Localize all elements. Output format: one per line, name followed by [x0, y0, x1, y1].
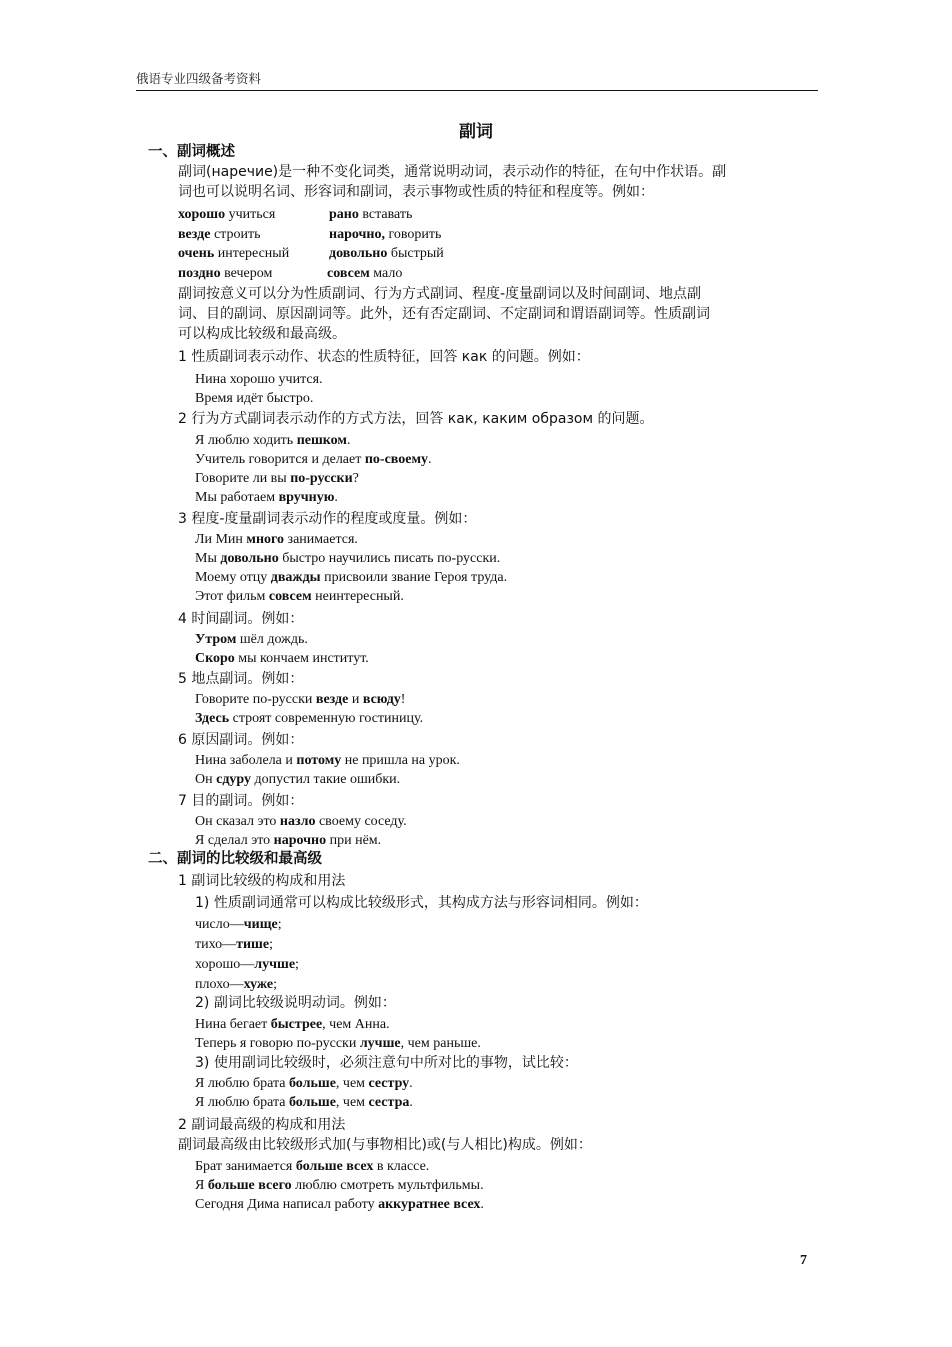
text-line-m1c	[195, 936, 273, 954]
text-line-n4	[178, 610, 303, 628]
text-run: Мы работаем	[195, 490, 279, 505]
text-run: быстро научились писать по-русски.	[278, 551, 501, 566]
text-run: не пришла на урок.	[341, 753, 460, 768]
section-heading-2: 二、副词的比较级和最高级	[148, 851, 322, 867]
bold-word: хуже	[243, 977, 274, 992]
text-line-m2d	[195, 1196, 484, 1214]
text-line-m1f	[195, 994, 396, 1012]
text-line-m1j	[195, 1075, 413, 1093]
text-line-e1a	[178, 206, 275, 224]
text-run: Говорите ли вы	[195, 471, 291, 486]
text-run: Сегодня Дима написал работу	[195, 1197, 379, 1212]
text-line-n2	[178, 410, 654, 428]
text-run: 3 程度-度量副词表示动作的程度或度量。例如：	[178, 511, 477, 527]
text-line-m1d	[195, 956, 299, 974]
text-run: ;	[295, 957, 299, 972]
text-run: .	[409, 1076, 413, 1091]
text-run: , чем раньше.	[400, 1036, 481, 1051]
bold-word: лучше	[254, 957, 296, 972]
text-line-m1i	[195, 1054, 578, 1072]
text-line-n4a	[195, 631, 308, 649]
text-line-m1b	[195, 916, 282, 934]
bold-word: назло	[279, 814, 316, 829]
text-line-l5	[178, 325, 346, 343]
bold-word: везде	[315, 692, 349, 707]
text-run: мы кончаем институт.	[234, 651, 369, 666]
text-line-m1g	[195, 1016, 390, 1034]
bold-word: потому	[296, 753, 342, 768]
bold-word: сестра	[368, 1095, 410, 1110]
text-run: вечером	[220, 266, 273, 281]
bold-word: чище	[243, 917, 278, 932]
text-line-m2b	[195, 1158, 429, 1176]
text-run: 词也可以说明名词、形容词和副词，表示事物或性质的特征和程度等。例如：	[178, 184, 654, 200]
bold-word: быстрее	[270, 1017, 323, 1032]
text-line-n6b	[195, 771, 400, 789]
bold-word: совсем	[268, 589, 312, 604]
text-run: Этот фильм	[195, 589, 269, 604]
text-run: учиться	[225, 207, 276, 222]
text-run: Мы	[195, 551, 221, 566]
text-line-n2a	[195, 432, 350, 450]
text-line-e4b	[327, 265, 402, 283]
text-line-n6	[178, 731, 303, 749]
bold-word: поздно	[178, 266, 221, 281]
text-line-l4	[178, 305, 710, 323]
text-run: тихо—	[195, 937, 237, 952]
text-line-n3	[178, 510, 476, 528]
text-line-m1h	[195, 1035, 481, 1053]
text-run: шёл дождь.	[236, 632, 308, 647]
text-run: , чем	[335, 1095, 369, 1110]
bold-word: Здесь	[195, 711, 230, 726]
text-run: Я люблю брата	[195, 1076, 289, 1091]
text-run: Нина хорошо учится.	[195, 372, 323, 387]
text-run: число—	[195, 917, 244, 932]
text-run: ;	[277, 917, 282, 932]
text-run: хорошо—	[195, 957, 255, 972]
text-run: люблю смотреть мультфильмы.	[291, 1178, 484, 1193]
text-run: мало	[369, 266, 403, 281]
bold-word: сдуру	[216, 772, 252, 787]
bold-word: дважды	[270, 570, 321, 585]
text-line-n3b	[195, 550, 500, 568]
text-line-n2c	[195, 470, 359, 488]
text-line-n3a	[195, 531, 358, 549]
text-run: Я люблю брата	[195, 1095, 289, 1110]
text-line-n3c	[195, 569, 507, 587]
bold-word: больше всех	[295, 1159, 374, 1174]
bold-word: Утром	[195, 632, 237, 647]
bold-word: нарочно	[273, 833, 327, 848]
text-line-l2	[178, 183, 654, 201]
bold-word: по-своему	[364, 452, 429, 467]
text-run: Ли Мин	[195, 532, 247, 547]
text-run: 1 副词比较级的构成和用法	[178, 873, 346, 889]
text-line-l1	[178, 163, 726, 181]
text-line-n1a	[195, 371, 323, 389]
text-run: быстрый	[387, 246, 444, 261]
bold-word: Скоро	[195, 651, 235, 666]
text-line-n7a	[195, 813, 407, 831]
text-line-n5a	[195, 691, 405, 709]
bold-word: довольно	[329, 246, 388, 261]
bold-word: довольно	[220, 551, 279, 566]
text-run: допустил такие ошибки.	[251, 772, 401, 787]
bold-word: больше	[288, 1095, 336, 1110]
text-run: 2 副词最高级的构成和用法	[178, 1117, 346, 1133]
bold-word: много	[246, 532, 285, 547]
text-run: Я	[195, 1178, 208, 1193]
text-run: 副词按意义可以分为性质副词、行为方式副词、程度-度量副词以及时间副词、地点副	[178, 286, 702, 302]
text-line-m1	[178, 872, 345, 890]
text-run: вставать	[358, 207, 413, 222]
text-run: 4 时间副词。例如：	[178, 611, 304, 627]
text-run: 6 原因副词。例如：	[178, 732, 304, 748]
text-line-n2d	[195, 489, 338, 507]
text-run: присвоили звание Героя труда.	[320, 570, 508, 585]
text-run: Он сказал это	[195, 814, 280, 829]
text-run: , чем	[335, 1076, 369, 1091]
text-line-e1b	[329, 206, 412, 224]
bold-word: по-русски	[290, 471, 353, 486]
bold-word: больше всего	[207, 1178, 292, 1193]
text-run: .	[480, 1197, 484, 1212]
text-run: Моему отцу	[195, 570, 271, 585]
text-run: Нина бегает	[195, 1017, 271, 1032]
bold-word: хорошо	[178, 207, 226, 222]
text-run: 3) 使用副词比较级时，必须注意句中所对比的事物，试比较：	[195, 1055, 578, 1071]
page-number: 7	[800, 1253, 807, 1268]
text-run: 副词最高级由比较级形式加(与事物相比)或(与人相比)构成。例如：	[178, 1137, 592, 1153]
text-line-e3a	[178, 245, 289, 263]
text-run: в классе.	[373, 1159, 430, 1174]
text-line-l3	[178, 285, 701, 303]
text-line-m1k	[195, 1094, 413, 1112]
text-run: Учитель говорится и делает	[195, 452, 365, 467]
text-line-m1a	[195, 894, 648, 912]
text-run: ;	[273, 977, 277, 992]
text-run: Я сделал это	[195, 833, 274, 848]
bold-word: вручную	[278, 490, 335, 505]
bold-word: лучше	[359, 1036, 401, 1051]
section-heading-1: 一、副词概述	[148, 144, 235, 160]
text-line-n7	[178, 792, 303, 810]
text-run: !	[400, 692, 406, 707]
text-run: .	[428, 452, 432, 467]
text-run: , чем Анна.	[322, 1017, 390, 1032]
text-run: 7 目的副词。例如：	[178, 793, 304, 809]
text-line-e2b	[329, 226, 441, 244]
text-line-n1	[178, 348, 590, 366]
text-run: Брат занимается	[195, 1159, 296, 1174]
bold-word: тише	[236, 937, 270, 952]
text-run: строят современную гостиницу.	[229, 711, 424, 726]
bold-word: сестру	[368, 1076, 410, 1091]
text-run: Он	[195, 772, 217, 787]
text-line-n5	[178, 670, 303, 688]
text-line-e2a	[178, 226, 260, 244]
text-run: своему соседу.	[315, 814, 407, 829]
text-line-n3d	[195, 588, 404, 606]
bold-word: очень	[178, 246, 215, 261]
text-run: говорить	[384, 227, 442, 242]
bold-word: пешком	[296, 433, 347, 448]
page-title: 副词	[459, 122, 493, 142]
text-run: ;	[269, 937, 273, 952]
text-run: неинтересный.	[311, 589, 404, 604]
text-run: .	[346, 433, 351, 448]
text-run: Я люблю ходить	[195, 433, 297, 448]
bold-word: совсем	[327, 266, 370, 281]
text-run: Говорите по-русски	[195, 692, 316, 707]
text-run: интересный	[214, 246, 290, 261]
text-line-m2	[178, 1116, 345, 1134]
bold-word: везде	[178, 227, 211, 242]
text-line-n5b	[195, 710, 423, 728]
text-line-m1e	[195, 976, 277, 994]
text-run: плохо—	[195, 977, 244, 992]
running-header: 俄语专业四级备考资料	[136, 71, 262, 86]
text-run: .	[409, 1095, 413, 1110]
bold-word: больше	[288, 1076, 336, 1091]
bold-word: нарочно,	[329, 227, 385, 242]
text-run: Теперь я говорю по-русски	[195, 1036, 360, 1051]
text-run: 可以构成比较级和最高级。	[178, 326, 346, 342]
text-line-n4b	[195, 650, 369, 668]
text-run: 词、目的副词、原因副词等。此外，还有否定副词、不定副词和谓语副词等。性质副词	[178, 306, 710, 322]
text-line-n1b	[195, 390, 313, 408]
text-run: 1 性质副词表示动作、状态的性质特征，回答 как 的问题。例如：	[178, 349, 590, 365]
text-run: Нина заболела и	[195, 753, 297, 768]
text-run: и	[348, 692, 363, 707]
text-line-m2c	[195, 1177, 484, 1195]
text-run: ?	[352, 471, 359, 486]
text-run: строить	[210, 227, 261, 242]
bold-word: всюду	[362, 692, 401, 707]
bold-word: аккуратнее всех	[378, 1197, 481, 1212]
text-run: при нём.	[326, 833, 382, 848]
text-run: 2 行为方式副词表示动作的方式方法，回答 как, каким образом 的问题。	[178, 411, 654, 427]
text-line-e3b	[329, 245, 444, 263]
text-line-e4a	[178, 265, 272, 283]
text-run: 1) 性质副词通常可以构成比较级形式，其构成方法与形容词相同。例如：	[195, 895, 648, 911]
text-run: .	[334, 490, 338, 505]
header-rule	[136, 90, 818, 91]
text-run: Время идёт быстро.	[195, 391, 314, 406]
bold-word: рано	[329, 207, 359, 222]
text-line-n2b	[195, 451, 432, 469]
text-run: занимается.	[284, 532, 358, 547]
text-run: 副词(наречие)是一种不变化词类，通常说明动词，表示动作的特征，在句中作状语。副	[178, 164, 727, 180]
text-line-m2a	[178, 1136, 592, 1154]
text-run: 2) 副词比较级说明动词。例如：	[195, 995, 396, 1011]
text-run: 5 地点副词。例如：	[178, 671, 304, 687]
text-line-n6a	[195, 752, 460, 770]
text-line-n7b	[195, 832, 381, 850]
